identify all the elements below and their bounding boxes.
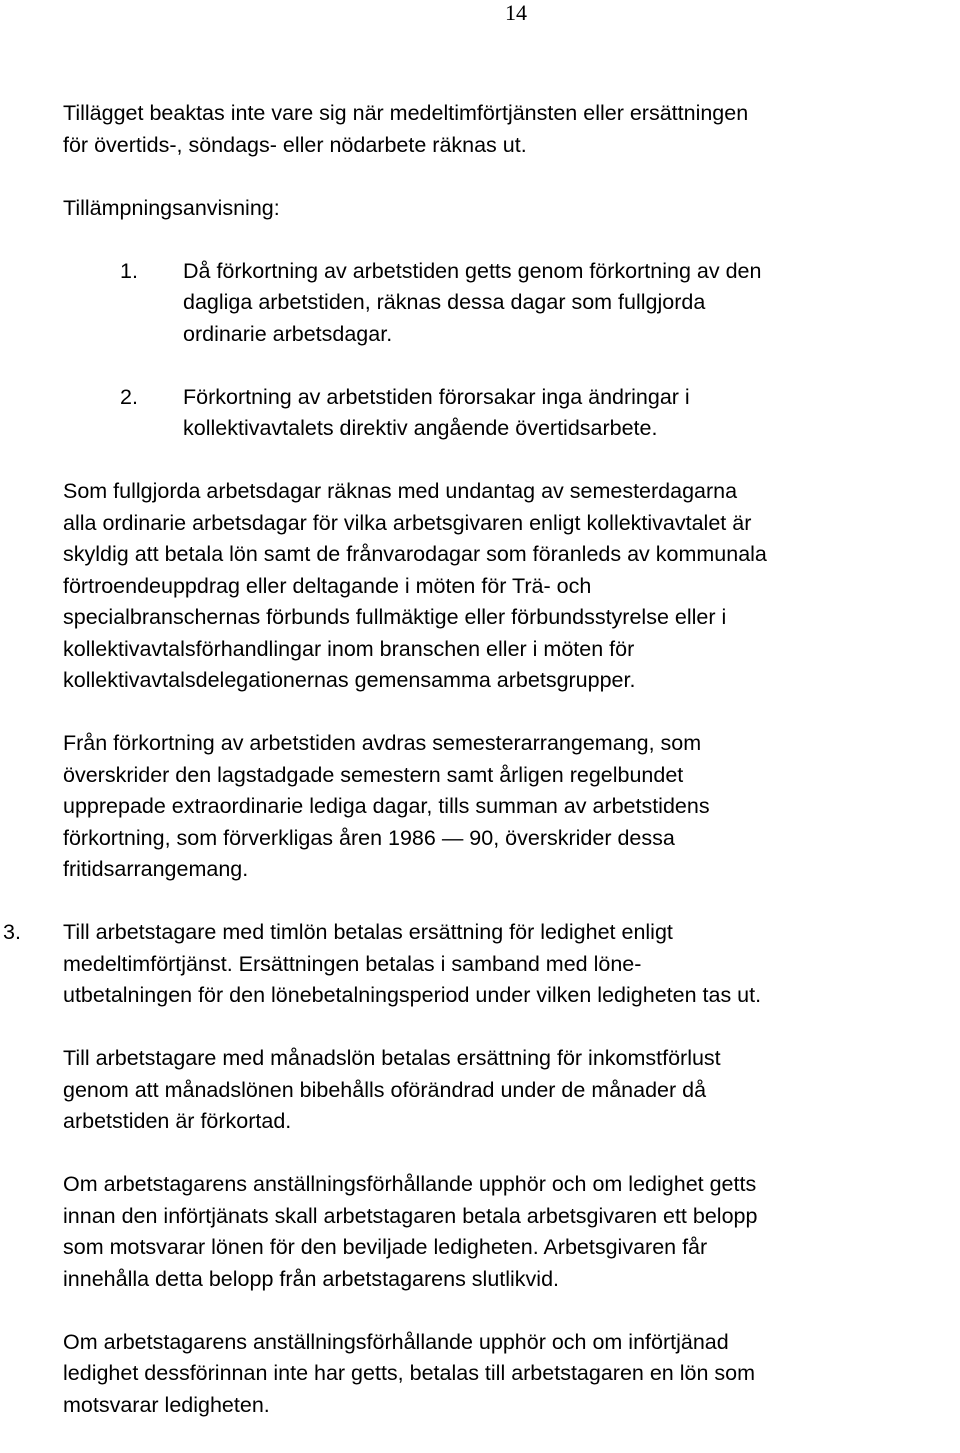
text-line: skyldig att betala lön samt de frånvarodagar som föranleds av kommunala — [63, 542, 767, 566]
paragraph-supplement-note — [63, 98, 953, 161]
text-line: kollektivavtalsdelegationernas gemensamma arbetsgrupper. — [63, 668, 636, 692]
text-line: förtroendeuppdrag eller deltagande i möten för Trä- och — [63, 573, 592, 598]
text-line: förkortning, som förverkligas åren 1986 — 90, överskrider dessa — [63, 825, 675, 850]
text-line: Till arbetstagare med timlön betalas ersättning för ledighet enligt — [63, 920, 673, 944]
heading-text: Tillämpningsanvisning: — [63, 195, 280, 220]
text-line: Till arbetstagare med månadslön betalas ersättning för inkomstförlust — [63, 1046, 721, 1070]
text-line: upprepade extraordinarie lediga dagar, tills summan av arbetstidens — [63, 794, 710, 818]
list-item-number: 1. — [120, 258, 138, 283]
text-line: Om arbetstagarens anställningsförhållande upphör och om införtjänad — [63, 1329, 729, 1354]
text-line: specialbranschernas förbunds fullmäktige eller förbundsstyrelse eller i — [63, 605, 727, 629]
text-line: Om arbetstagarens anställningsförhållande upphör och om ledighet getts — [63, 1172, 757, 1196]
text-line: Tillägget beaktas inte vare sig när medeltimförtjänsten eller ersättningen — [63, 101, 749, 125]
text-line: Då förkortning av arbetstiden getts genom förkortning av den — [183, 258, 762, 283]
numbered-list — [63, 256, 953, 445]
list-item-2 — [63, 382, 953, 445]
list-item-number: 3. — [3, 920, 21, 944]
list-item-number: 2. — [120, 384, 138, 409]
page-number: 14 — [505, 0, 527, 25]
text-line: dagliga arbetstiden, räknas dessa dagar som fullgjorda — [183, 290, 706, 314]
text-line: överskrider den lagstadgade semestern samt årligen regelbundet — [63, 762, 684, 787]
text-line: Som fullgjorda arbetsdagar räknas med undantag av semesterdagarna — [63, 479, 738, 503]
text-line: fritidsarrangemang. — [63, 857, 249, 881]
list-item-3 — [3, 917, 953, 1012]
text-line: arbetstiden är förkortad. — [63, 1109, 292, 1133]
text-line: Från förkortning av arbetstiden avdras semesterarrangemang, som — [63, 731, 702, 755]
text-line: genom att månadslönen bibehålls oförändrad under de månader då — [63, 1077, 707, 1102]
text-line: ordinarie arbetsdagar. — [183, 321, 393, 346]
list-item-1 — [63, 256, 953, 351]
text-line: alla ordinarie arbetsdagar för vilka arbetsgivaren enligt kollektivavtalet är — [63, 510, 752, 535]
text-line: medeltimförtjänst. Ersättningen betalas i samband med löne- — [63, 951, 642, 976]
text-line: Förkortning av arbetstiden förorsakar inga ändringar i — [183, 384, 690, 409]
text-line: utbetalningen för den lönebetalningsperiod under vilken ledigheten tas ut. — [63, 983, 762, 1007]
text-line: kollektivavtalsförhandlingar inom branschen eller i möten för — [63, 636, 635, 661]
paragraph-deductions — [63, 728, 953, 886]
text-line: motsvarar ledigheten. — [63, 1392, 270, 1417]
paragraph-employment-ends-early-leave — [63, 1169, 953, 1295]
text-line: som motsvarar lönen för den beviljade ledigheten. Arbetsgivaren får — [63, 1235, 708, 1259]
text-line: kollektivavtalets direktiv angående övertidsarbete. — [183, 416, 658, 440]
paragraph-monthly-salary — [63, 1043, 953, 1138]
text-line: ledighet dessförinnan inte har getts, betalas till arbetstagaren en lön som — [63, 1361, 756, 1385]
text-line: innehålla detta belopp från arbetstagarens slutlikvid. — [63, 1266, 560, 1291]
document-body — [3, 98, 953, 1453]
text-line: innan den införtjänats skall arbetstagaren betala arbetsgivaren ett belopp — [63, 1203, 758, 1228]
paragraph-employment-ends-earned-leave — [63, 1327, 953, 1422]
text-line: för övertids-, söndags- eller nödarbete räknas ut. — [63, 132, 527, 157]
paragraph-full-workdays — [63, 476, 953, 697]
section-heading-application-guidance — [63, 193, 953, 225]
